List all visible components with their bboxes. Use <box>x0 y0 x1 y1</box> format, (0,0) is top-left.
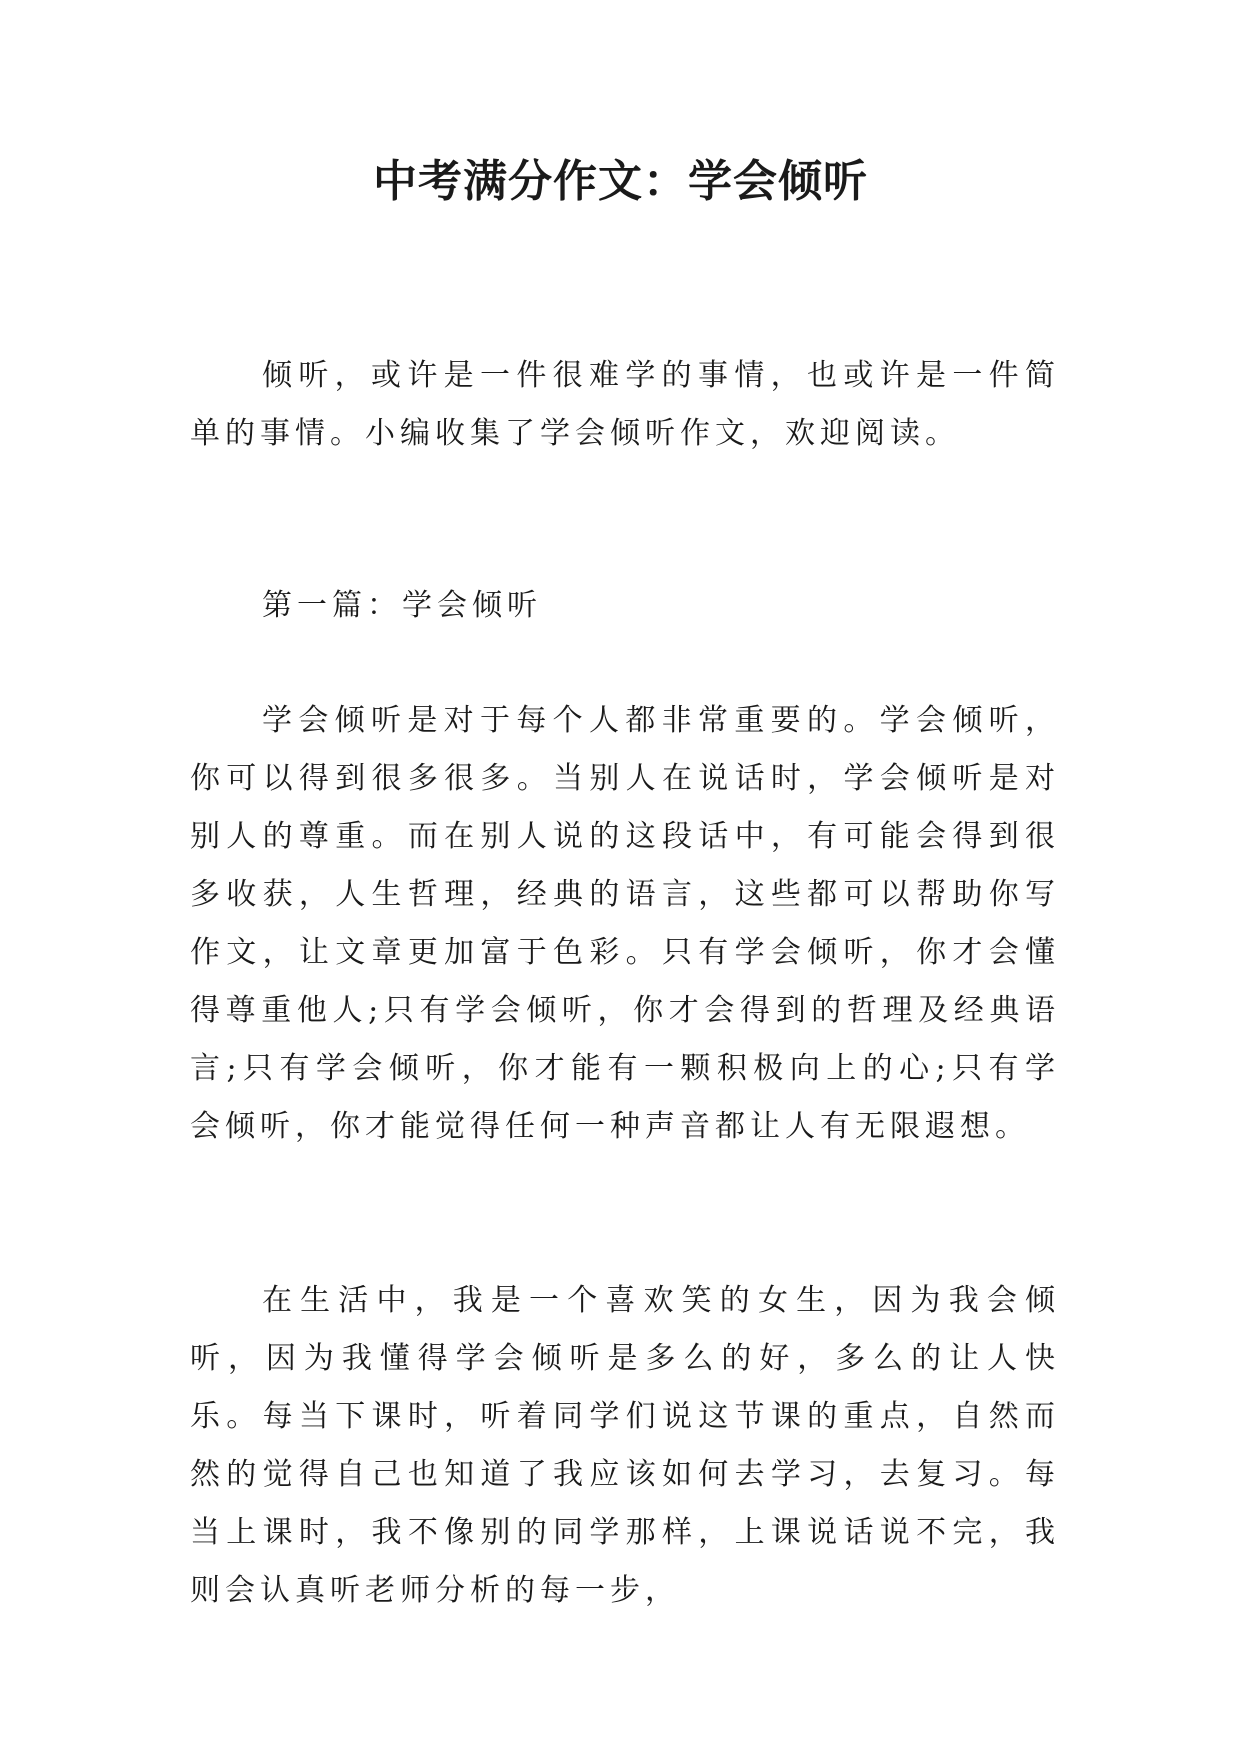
intro-paragraph: 倾听，或许是一件很难学的事情，也或许是一件简单的事情。小编收集了学会倾听作文，欢迎阅读。 <box>190 358 1060 451</box>
body-paragraph: 在生活中，我是一个喜欢笑的女生，因为我会倾听，因为我懂得学会倾听是多么的好，多么的让人快乐。每当下课时，听着同学们说这节课的重点，自然而然的觉得自己也知道了我应该如何去学习，去复习。每当上课时，我不像别的同学那样，上课说话说不完，我则会认真听老师分析的每一步， <box>190 1283 1060 1608</box>
document-title: 中考满分作文：学会倾听 <box>373 156 868 207</box>
body-paragraph: 学会倾听是对于每个人都非常重要的。学会倾听，你可以得到很多很多。当别人在说话时，学会倾听是对别人的尊重。而在别人说的这段话中，有可能会得到很多收获，人生哲理，经典的语言，这些都可以帮助你写作文，让文章更加富于色彩。只有学会倾听，你才会懂得尊重他人;只有学会倾听，你才会得到的哲理及经典语言;只有学会倾听，你才能有一颗积极向上的心;只有学会倾听，你才能觉得任何一种声音都让人有无限遐想。 <box>190 703 1060 1144</box>
section-heading: 第一篇：学会倾听 <box>262 588 542 623</box>
